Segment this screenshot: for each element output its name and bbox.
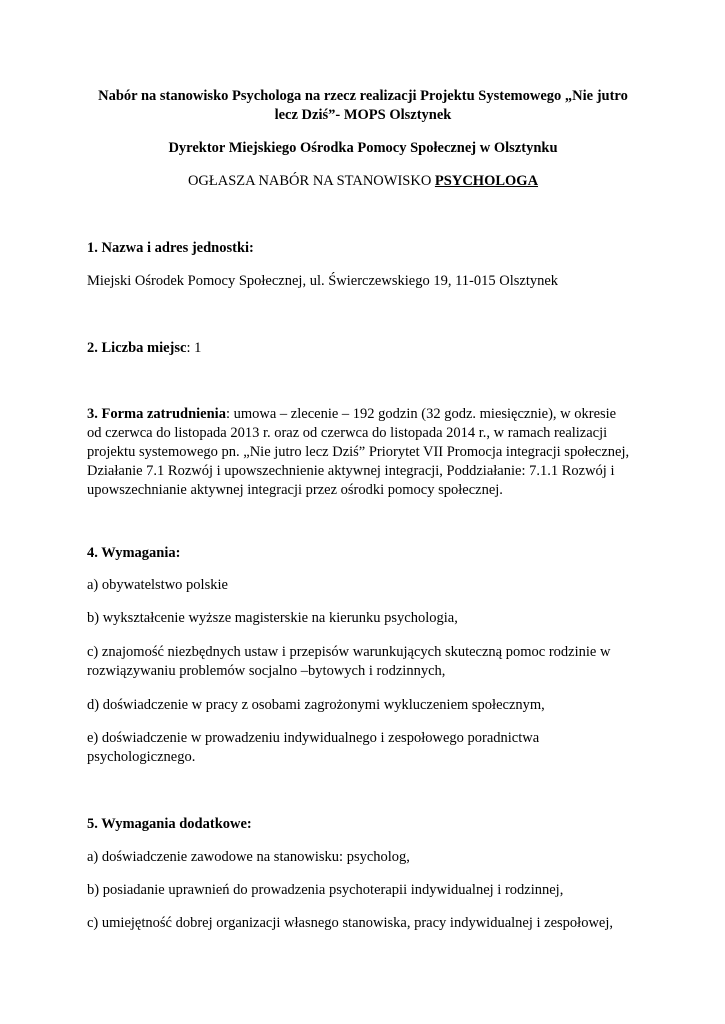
title-line-2: lecz Dziś”- MOPS Olsztynek: [274, 107, 452, 123]
section3-line-5: upowszechnianie aktywnej integracji przez ośrodki pomocy społecznej.: [87, 482, 503, 498]
announcement-prefix: OGŁASZA NABÓR NA STANOWISKO: [187, 173, 435, 189]
section2-line: [87, 339, 647, 358]
section4-item-e-line-1: e) doświadczenie w prowadzeniu indywidualnego i zespołowego poradnictwa: [87, 730, 540, 746]
section4-item-a: a) obywatelstwo polskie: [87, 577, 228, 593]
section3-line-2: od czerwca do listopada 2013 r. oraz od czerwca do listopada 2014 r., w ramach realizacji: [87, 425, 608, 441]
section1-value: Miejski Ośrodek Pomocy Społecznej, ul. Świerczewskiego 19, 11-015 Olsztynek: [87, 273, 559, 289]
section4-item-b: b) wykształcenie wyższe magisterskie na kierunku psychologia,: [87, 610, 458, 626]
section4-heading: 4. Wymagania:: [87, 545, 181, 561]
document-title: [87, 87, 639, 125]
section3-heading: 3. Forma zatrudnienia: [87, 406, 226, 422]
section2-value: : 1: [186, 340, 202, 356]
section5-item-a: a) doświadczenie zawodowe na stanowisku: psycholog,: [87, 849, 410, 865]
section3-block: [87, 405, 647, 500]
section4-item-e-line-2: psychologicznego.: [87, 749, 196, 765]
section4-item-d: d) doświadczenie w pracy z osobami zagrożonymi wykluczeniem społecznym,: [87, 697, 545, 713]
announcement-line: [87, 172, 639, 191]
announcement-position: PSYCHOLOGA: [434, 173, 539, 189]
section5-heading: 5. Wymagania dodatkowe:: [87, 816, 252, 832]
section3-line-3: projektu systemowego pn. „Nie jutro lecz Dziś” Priorytet VII Promocja integracji społecznej,: [87, 444, 630, 460]
section4-item-c-line-1: c) znajomość niezbędnych ustaw i przepisów warunkujących skuteczną pomoc rodzinie w: [87, 644, 611, 660]
section5-item-c: c) umiejętność dobrej organizacji własnego stanowiska, pracy indywidualnej i zespołowej,: [87, 915, 614, 931]
section4-item-c: [87, 643, 647, 681]
section4-item-c-line-2: rozwiązywaniu problemów socjalno –bytowych i rodzinnych,: [87, 663, 446, 679]
section3-line-1: [87, 405, 647, 424]
section2-heading: 2. Liczba miejsc: [87, 340, 187, 356]
section3-line-4: Działanie 7.1 Rozwój i upowszechnienie aktywnej integracji, Poddziałanie: 7.1.1 Rozwój i: [87, 463, 615, 479]
section1-heading: 1. Nazwa i adres jednostki:: [87, 240, 254, 256]
title-line-1: Nabór na stanowisko Psychologa na rzecz realizacji Projektu Systemowego „Nie jutro: [98, 88, 628, 104]
director-line: Dyrektor Miejskiego Ośrodka Pomocy Społecznej w Olsztynku: [168, 140, 558, 156]
section4-item-e: [87, 729, 647, 767]
section3-text-1: : umowa – zlecenie – 192 godzin (32 godz. miesięcznie), w okresie: [225, 406, 617, 422]
section5-item-b: b) posiadanie uprawnień do prowadzenia psychoterapii indywidualnej i rodzinnej,: [87, 882, 564, 898]
